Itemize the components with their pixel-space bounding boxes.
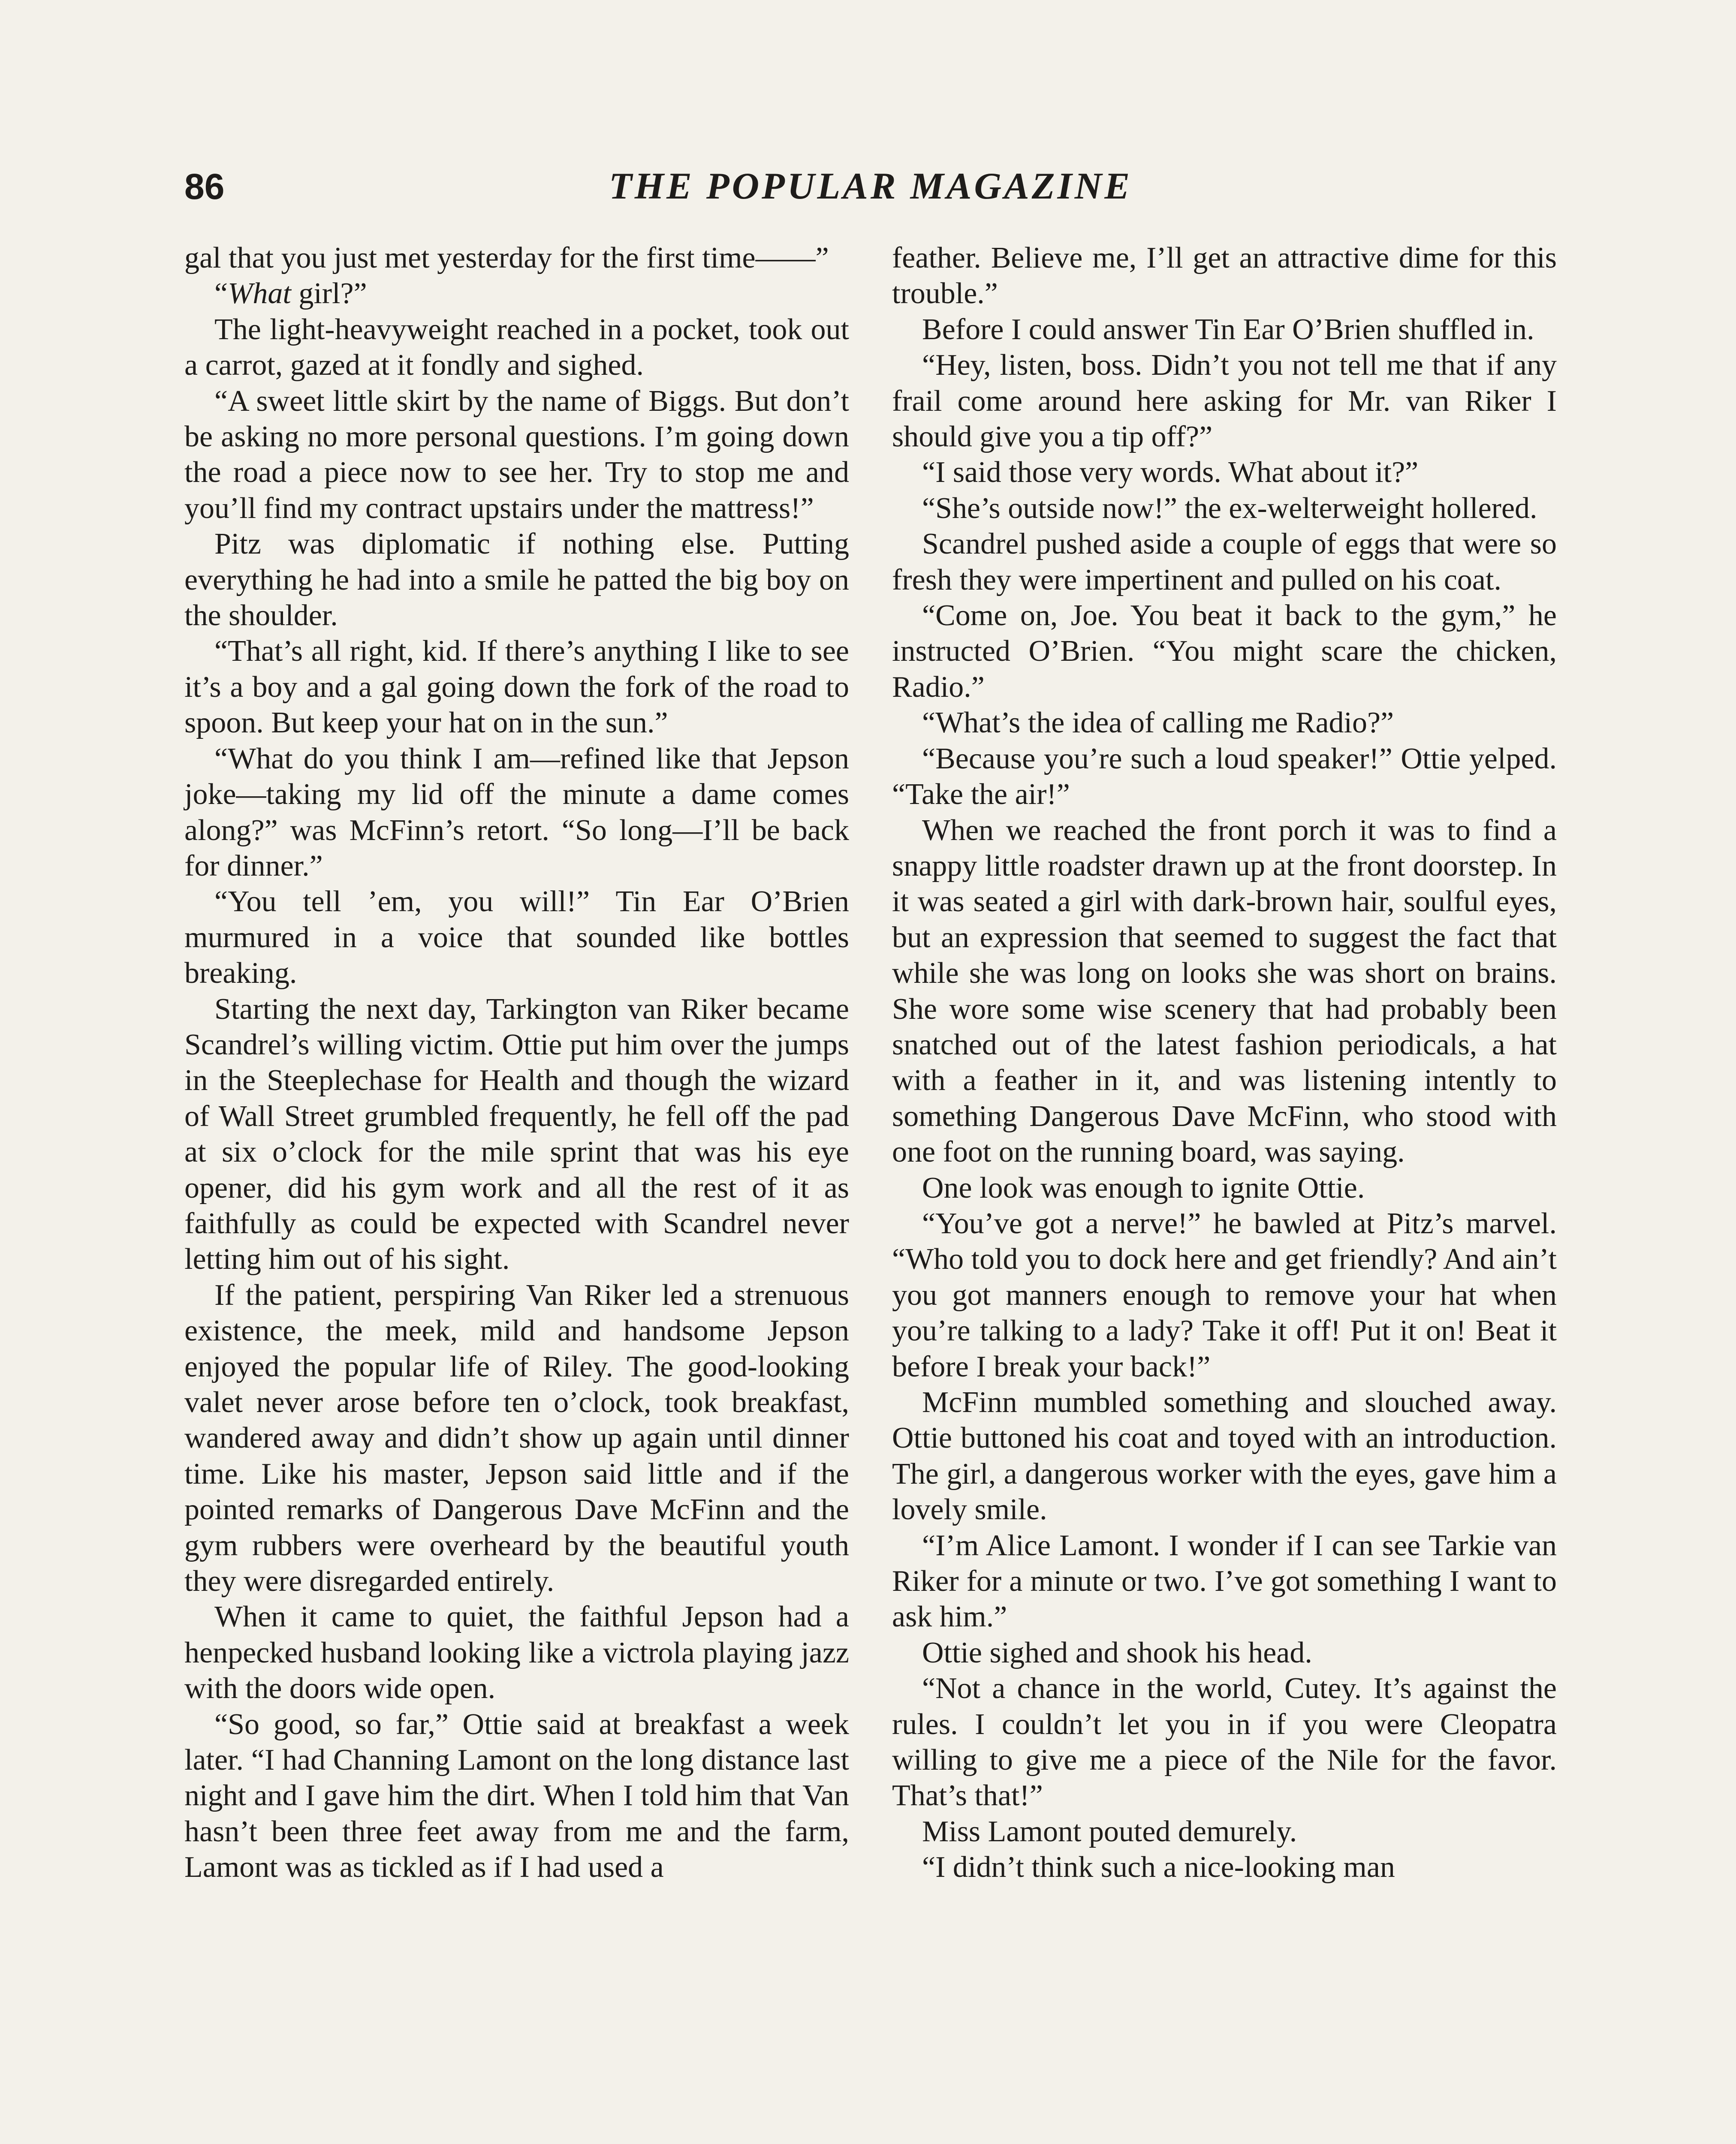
- left-column: [184, 240, 849, 1885]
- paragraph: The light-heavyweight reached in a pocket, took out a carrot, gazed at it fondly and sighed.: [184, 313, 849, 382]
- right-column: [892, 240, 1557, 1885]
- paragraph: feather. Believe me, I’ll get an attractive dime for this trouble.”: [892, 241, 1557, 310]
- paragraph: Starting the next day, Tarkington van Riker became Scandrel’s willing victim. Ottie put him over the jumps in the Steeplechase for Health and though the wizard of Wall Street grumbled frequently, he fell off the pad at six o’clock for the mile sprint that was his eye opener, did his gym work and all the rest of it as faithfully as could be expected with Scandrel never letting him out of his sight.: [184, 992, 849, 1276]
- paragraph: “What girl?”: [214, 277, 367, 310]
- paragraph: Scandrel pushed aside a couple of eggs that were so fresh they were impertinent and pulled on his coat.: [892, 527, 1557, 596]
- page-number: 86: [184, 166, 225, 207]
- paragraph: “What’s the idea of calling me Radio?”: [922, 706, 1394, 740]
- paragraph: “Hey, listen, boss. Didn’t you not tell me that if any frail come around here asking for Mr. van Riker I should give you a tip off?”: [892, 349, 1557, 454]
- paragraph: When we reached the front porch it was to find a snappy little roadster drawn up at the front doorstep. In it was seated a girl with dark-brown hair, soulful eyes, but an expression that seemed to suggest the fact that while she was long on looks she was short on brains. She wore some wise scenery that had probably been snatched out of the latest fashion periodicals, a hat with a feather in it, and was listening intently to something Dangerous Dave McFinn, who stood with one foot on the running board, was saying.: [892, 813, 1557, 1169]
- running-title: THE POPULAR MAGAZINE: [609, 166, 1133, 207]
- paragraph: “She’s outside now!” the ex-welterweight hollered.: [922, 491, 1537, 525]
- paragraph: “What do you think I am—refined like that Jepson joke—taking my lid off the minute a dame comes along?” was McFinn’s retort. “So long—I’ll be back for dinner.”: [184, 742, 849, 882]
- paragraph: gal that you just met yesterday for the first time——”: [184, 241, 829, 274]
- paragraph: “Because you’re such a loud speaker!” Ottie yelped. “Take the air!”: [892, 742, 1557, 811]
- paragraph: “So good, so far,” Ottie said at breakfast a week later. “I had Channing Lamont on the long distance last night and I gave him the dirt. When I told him that Van hasn’t been three feet away from me and the farm, Lamont was as tickled as if I had used a: [184, 1707, 849, 1884]
- paragraph: Pitz was diplomatic if nothing else. Putting everything he had into a smile he patted the big boy on the shoulder.: [184, 527, 849, 632]
- paragraph: “You’ve got a nerve!” he bawled at Pitz’s marvel. “Who told you to dock here and get friendly? And ain’t you got manners enough to remove your hat when you’re talking to a lady? Take it off! Put it on! Beat it before I break your back!”: [892, 1207, 1557, 1383]
- paragraph: Before I could answer Tin Ear O’Brien shuffled in.: [922, 313, 1534, 346]
- paragraph: “Not a chance in the world, Cutey. It’s against the rules. I couldn’t let you in if you were Cleopatra willing to give me a piece of the Nile for the favor. That’s that!”: [892, 1672, 1557, 1813]
- page-header: [184, 159, 1557, 214]
- paragraph: When it came to quiet, the faithful Jepson had a henpecked husband looking like a victrola playing jazz with the doors wide open.: [184, 1600, 849, 1705]
- paragraph: “I’m Alice Lamont. I wonder if I can see Tarkie van Riker for a minute or two. I’ve got something I want to ask him.”: [892, 1529, 1557, 1634]
- paragraph: Miss Lamont pouted demurely.: [922, 1815, 1297, 1848]
- paragraph: Ottie sighed and shook his head.: [922, 1636, 1312, 1669]
- paragraph: “That’s all right, kid. If there’s anything I like to see it’s a boy and a gal going down the fork of the road to spoon. But keep your hat on in the sun.”: [184, 635, 849, 740]
- paragraph: “You tell ’em, you will!” Tin Ear O’Brien murmured in a voice that sounded like bottles breaking.: [184, 885, 849, 990]
- paragraph: “Come on, Joe. You beat it back to the gym,” he instructed O’Brien. “You might scare the chicken, Radio.”: [892, 599, 1557, 704]
- paragraph: “A sweet little skirt by the name of Biggs. But don’t be asking no more personal questions. I’m going down the road a piece now to see her. Try to stop me and you’ll find my contract upstairs under the mattress!”: [184, 384, 849, 525]
- emphasis-what: What: [228, 277, 291, 310]
- paragraph: “I said those very words. What about it?”: [922, 456, 1419, 489]
- paragraph: One look was enough to ignite Ottie.: [922, 1171, 1365, 1204]
- paragraph: “I didn’t think such a nice-looking man: [922, 1851, 1395, 1884]
- paragraph: If the patient, perspiring Van Riker led a strenuous existence, the meek, mild and handsome Jepson enjoyed the popular life of Riley. The good-looking valet never arose before ten o’clock, took breakfast, wandered away and didn’t show up again until dinner time. Like his master, Jepson said little and if the pointed remarks of Dangerous Dave McFinn and the gym rubbers were overheard by the beautiful youth they were disregarded entirely.: [184, 1278, 849, 1598]
- paragraph: McFinn mumbled something and slouched away. Ottie buttoned his coat and toyed with an introduction. The girl, a dangerous worker with the eyes, gave him a lovely smile.: [892, 1386, 1557, 1527]
